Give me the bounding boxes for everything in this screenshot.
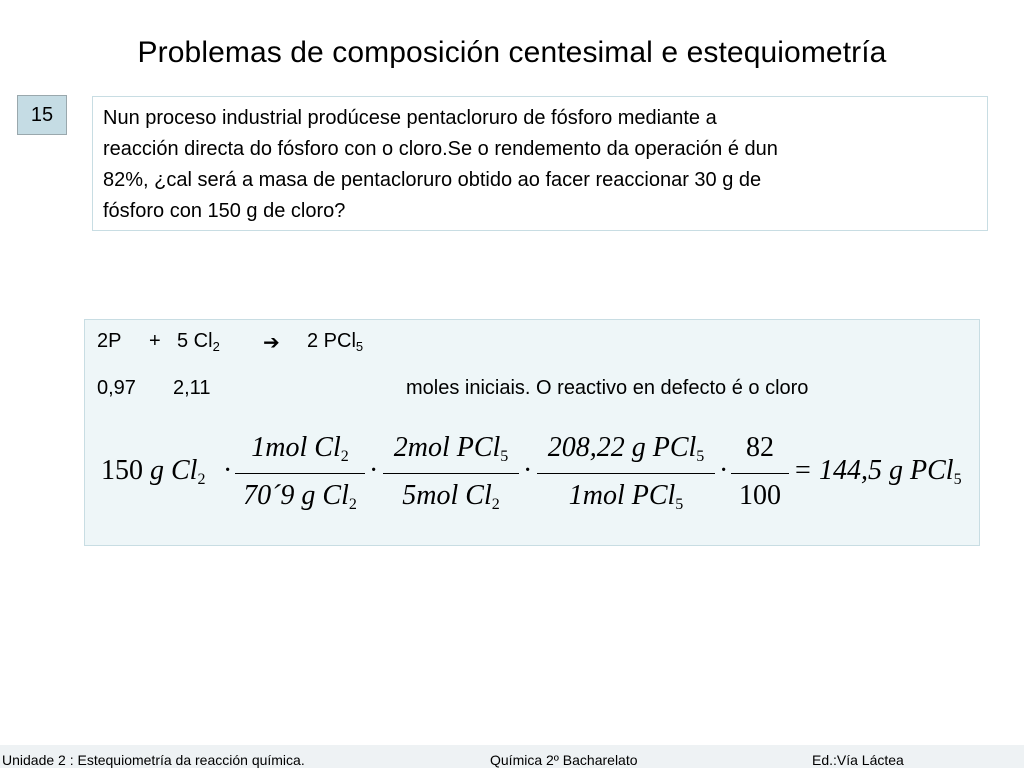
dot-operator: ·: [369, 455, 379, 486]
reactant-chlorine: 5 $Cl_2$: [177, 330, 220, 354]
problem-line: Nun proceso industrial prodúcese pentacloruro de fósforo mediante a: [103, 107, 717, 129]
problem-line: reacción directa do fósforo con o cloro.Se o rendemento da operación é dun: [103, 138, 778, 160]
arrow-icon: ➔: [263, 332, 280, 354]
footer-course: Química 2º Bacharelato: [490, 752, 638, 768]
initial-moles-line: [97, 377, 967, 403]
fraction-1: 1mol $Cl_2$ 70´9 g $Cl_2$: [235, 432, 365, 522]
reactant-phosphorus: 2P: [97, 330, 122, 352]
footer-unit: Unidade 2 : Estequiometría da reacción química.: [2, 752, 305, 768]
dot-operator: ·: [223, 455, 233, 486]
problem-statement-box: [92, 96, 988, 231]
problem-line: 82%, ¿cal será a masa de pentacloruro obtido ao facer reaccionar 30 g de: [103, 169, 762, 191]
solution-box: [84, 319, 980, 546]
fraction-3: 208,22 g PCl$_5$ 1mol PCl$_5$: [537, 432, 715, 522]
product-pcl5: 2 PCl$_5$: [307, 330, 364, 354]
problem-line: fósforo con 150 g de cloro?: [103, 200, 346, 222]
start-quantity: 150 g $Cl_2$: [101, 455, 206, 488]
moles-note: moles iniciais. O reactivo en defecto é o cloro: [406, 377, 809, 399]
footer-publisher: Ed.:Vía Láctea: [812, 752, 904, 768]
dot-operator: ·: [523, 455, 533, 486]
fraction-2: 2mol PCl$_5$ 5mol $Cl_2$: [383, 432, 519, 522]
stoichiometry-formula: [101, 432, 971, 522]
fraction-yield: 82 100: [731, 432, 789, 522]
result-mass: 144,5 g PCl$_5$: [819, 455, 962, 488]
equals-sign: =: [795, 455, 811, 486]
footer: [0, 745, 1024, 768]
plus-sign: +: [149, 330, 161, 352]
slide-title: Problemas de composición centesimal e estequiometría: [137, 36, 887, 69]
problem-number-badge: 15: [17, 95, 67, 135]
moles-chlorine: 2,11: [173, 377, 211, 399]
moles-phosphorus: 0,97: [97, 377, 136, 399]
dot-operator: ·: [719, 455, 729, 486]
